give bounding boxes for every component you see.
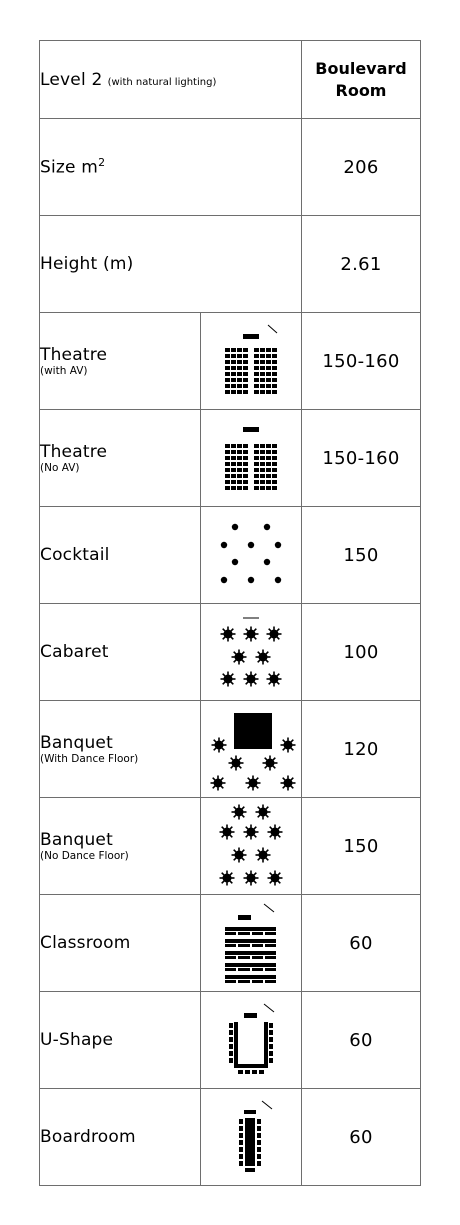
layout-value: 150 <box>302 507 421 604</box>
layout-row-boardroom <box>40 1089 421 1186</box>
height-label: Height (m) <box>40 254 134 274</box>
level-header-cell <box>40 41 302 119</box>
classroom-icon <box>201 895 302 992</box>
layout-row-cocktail <box>40 507 421 604</box>
layout-label-cell <box>40 1089 201 1186</box>
layout-value: 120 <box>302 701 421 798</box>
layout-label-cell <box>40 895 201 992</box>
size-label-cell <box>40 119 302 216</box>
banquet-dance-floor-icon <box>201 701 302 798</box>
layout-label-cell <box>40 992 201 1089</box>
room-name-cell <box>302 41 421 119</box>
layout-value: 100 <box>302 604 421 701</box>
layout-row-banquet-dance-floor <box>40 701 421 798</box>
layout-row-banquet-no-dance-floor <box>40 798 421 895</box>
layout-row-cabaret <box>40 604 421 701</box>
size-label: Size m <box>40 157 99 178</box>
layout-label-cell <box>40 701 201 798</box>
layout-label-cell <box>40 410 201 507</box>
layout-name: Theatre <box>40 344 108 365</box>
theatre-with-av-icon <box>201 313 302 410</box>
layout-row-theatre-with-av <box>40 313 421 410</box>
layout-name: Cocktail <box>40 545 110 565</box>
layout-value: 60 <box>302 895 421 992</box>
layout-value: 150-160 <box>302 313 421 410</box>
boardroom-icon <box>201 1089 302 1186</box>
layout-label-cell <box>40 604 201 701</box>
banquet-no-dance-floor-icon <box>201 798 302 895</box>
layout-sub: (No AV) <box>40 461 80 474</box>
theatre-no-av-icon <box>201 410 302 507</box>
layout-value: 60 <box>302 992 421 1089</box>
layout-row-u-shape <box>40 992 421 1089</box>
cocktail-icon <box>201 507 302 604</box>
u-shape-icon <box>201 992 302 1089</box>
level-note: (with natural lighting) <box>107 76 217 88</box>
layout-sub: (With Dance Floor) <box>40 752 139 765</box>
header-row <box>40 41 421 119</box>
room-name-line2: Room <box>335 80 387 100</box>
layout-value: 60 <box>302 1089 421 1186</box>
layout-name: Boardroom <box>40 1127 136 1147</box>
level-label: Level 2 <box>40 69 103 90</box>
size-superscript: 2 <box>98 156 106 170</box>
layout-name: Banquet <box>40 732 113 753</box>
cabaret-icon <box>201 604 302 701</box>
layout-name: Cabaret <box>40 642 109 662</box>
room-capacity-table <box>39 40 421 1186</box>
size-row <box>40 119 421 216</box>
layout-value: 150-160 <box>302 410 421 507</box>
layout-label-cell <box>40 507 201 604</box>
layout-sub: (No Dance Floor) <box>40 849 129 862</box>
layout-name: Classroom <box>40 933 131 953</box>
height-value: 2.61 <box>302 216 421 313</box>
layout-row-classroom <box>40 895 421 992</box>
layout-name: Theatre <box>40 441 108 462</box>
height-label-cell <box>40 216 302 313</box>
layout-label-cell <box>40 313 201 410</box>
layout-label-cell <box>40 798 201 895</box>
layout-row-theatre-no-av <box>40 410 421 507</box>
layout-sub: (with AV) <box>40 364 88 377</box>
room-name-line1: Boulevard <box>315 58 407 78</box>
layout-name: Banquet <box>40 829 113 850</box>
layout-name: U-Shape <box>40 1030 114 1050</box>
height-row <box>40 216 421 313</box>
size-value: 206 <box>302 119 421 216</box>
layout-value: 150 <box>302 798 421 895</box>
